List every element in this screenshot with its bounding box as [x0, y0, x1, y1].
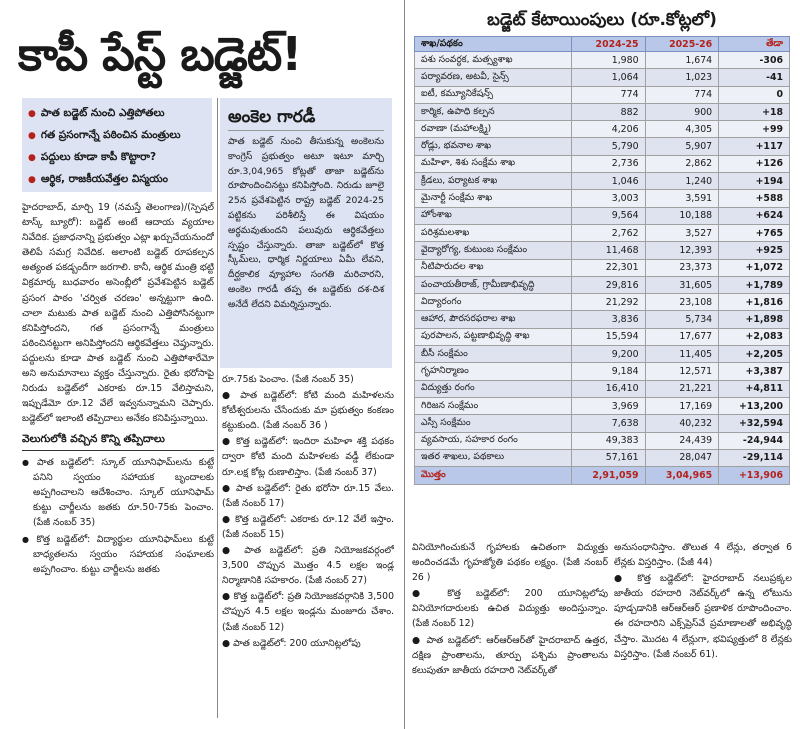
dept-cell: రోడ్లు, భవనాల శాఖ [415, 138, 572, 155]
value-2025-cell: 774 [645, 86, 719, 103]
header-cell: 2025-26 [645, 37, 719, 52]
value-2025-cell: 1,674 [645, 52, 719, 69]
summary-point: ● పాత బడ్జెట్ నుంచి ఎత్తిపోతలు [28, 103, 206, 125]
dept-cell: ఆహార, పౌరసరఫరాల శాఖ [415, 311, 572, 328]
paragraph: రూ.75కు పెంచాం. (పేజీ నంబర్ 35) [222, 374, 354, 385]
dept-cell: వ్యవసాయ, సహకార రంగం [415, 432, 572, 449]
value-2025-cell: 3,591 [645, 190, 719, 207]
dept-cell: పర్యావరణ, అటవీ, సైన్స్ [415, 69, 572, 86]
value-2025-cell: 1,023 [645, 69, 719, 86]
dept-cell: హోంశాఖ [415, 207, 572, 224]
dept-cell: విద్యుత్తు రంగం [415, 380, 572, 397]
dept-cell: గిరిజన సంక్షేమం [415, 397, 572, 414]
table-row [415, 276, 790, 293]
value-2024-cell: 22,301 [572, 259, 646, 276]
diff-cell: +2,083 [719, 328, 790, 345]
value-2025-cell: 12,393 [645, 242, 719, 259]
dept-cell: పశు సంవర్ధక, మత్స్యశాఖ [415, 52, 572, 69]
paragraph: ● పాత బడ్జెట్‌లో: రైతు భరోసా రూ.15 వేలు. (పేజీ నంబర్ 17) [222, 482, 394, 509]
dept-cell: గృహనిర్మాణం [415, 363, 572, 380]
dept-cell: బీసీ సంక్షేమం [415, 346, 572, 363]
diff-cell: +126 [719, 155, 790, 172]
dept-cell: క్రీడలు, పర్యాటక శాఖ [415, 173, 572, 190]
value-2025-cell: 28,047 [645, 449, 719, 466]
value-2025-cell: 17,169 [645, 397, 719, 414]
paragraph: ● పాత బడ్జెట్‌లో: ప్రతి నియోజకవర్గంలో 3,500 చొప్పున మొత్తం 4.5 లక్షల ఇండ్ల నిర్మాణానికి సహకారం. (పేజీ నంబర్ 27) [222, 545, 394, 587]
value-2025-cell: 5,734 [645, 311, 719, 328]
diff-cell: +13,200 [719, 397, 790, 414]
value-2025-cell: 12,571 [645, 363, 719, 380]
summary-point: ● ఆర్థిక, రాజకీయవేత్తల విస్మయం [28, 169, 206, 191]
value-2024-cell: 57,161 [572, 449, 646, 466]
value-2024-cell: 1,980 [572, 52, 646, 69]
table-row [415, 311, 790, 328]
dept-cell: మహిళా, శిశు సంక్షేమ శాఖ [415, 155, 572, 172]
value-2024-cell: 16,410 [572, 380, 646, 397]
table-row [415, 52, 790, 69]
value-2024-cell: 7,638 [572, 415, 646, 432]
diff-cell: +925 [719, 242, 790, 259]
diff-cell: +194 [719, 173, 790, 190]
table-row [415, 259, 790, 276]
table-row [415, 397, 790, 414]
value-2024-cell: 774 [572, 86, 646, 103]
dept-cell: పంచాయతీరాజ్, గ్రామీణాభివృద్ధి [415, 276, 572, 293]
table-row [415, 294, 790, 311]
diff-cell: -306 [719, 52, 790, 69]
summary-box [22, 98, 212, 192]
header-cell: 2024-25 [572, 37, 646, 52]
summary-point: ● పద్దులు కూడా కాపీ కొట్టారా? [28, 147, 206, 169]
value-2025-cell: 2,862 [645, 155, 719, 172]
value-2025-cell: 24,439 [645, 432, 719, 449]
mistakes-heading: వెలుగులోకి వచ్చిన కొన్ని తప్పిదాలు [22, 432, 214, 450]
diff-cell: +1,898 [719, 311, 790, 328]
value-2025-cell: 10,188 [645, 207, 719, 224]
value-2024-cell: 3,003 [572, 190, 646, 207]
total-2024: 2,91,059 [572, 467, 646, 485]
column-divider [404, 0, 405, 729]
value-2024-cell: 49,383 [572, 432, 646, 449]
value-2025-cell: 1,240 [645, 173, 719, 190]
dept-cell: వైద్యారోగ్య, కుటుంబ సంక్షేమం [415, 242, 572, 259]
paragraph: ● పాత బడ్జెట్‌లో: ఆర్ఆర్ఆర్‌తో హైదరాబాద్ ఉత్తర, దక్షిణ ప్రాంతాలను, తూర్పు పశ్చిమ ప్రాంతాలను కలుపుతూ జాతీయ రహదారి నెట్‌వర్క్‌తో [412, 634, 608, 676]
value-2025-cell: 31,605 [645, 276, 719, 293]
value-2025-cell: 21,221 [645, 380, 719, 397]
value-2024-cell: 9,564 [572, 207, 646, 224]
value-2025-cell: 3,527 [645, 224, 719, 241]
ankela-sidebar [220, 98, 392, 368]
table-row [415, 103, 790, 120]
value-2025-cell: 11,405 [645, 346, 719, 363]
value-2024-cell: 21,292 [572, 294, 646, 311]
table-title: బడ్జెట్ కేటాయింపులు (రూ.కోట్లలో) [487, 10, 717, 30]
value-2025-cell: 4,305 [645, 121, 719, 138]
paragraph: అనుసంధానిస్తాం. తొలుత 4 లేన్లు, తర్వాత 6 లేన్లకు విస్తరిస్తాం. (పేజీ 44) [614, 542, 792, 569]
table-row [415, 207, 790, 224]
value-2025-cell: 23,108 [645, 294, 719, 311]
table-row [415, 242, 790, 259]
lead-paragraph: హైదరాబాద్, మార్చి 19 (నమస్తే తెలంగాణ)/(స్పెషల్ టాస్క్ బ్యూరో): బడ్జెట్ అంటే ఆదాయ వ్యయాల నివేదిక. ప్రజాధనాన్ని ప్రభుత్వం ఎట్లా ఖర్చుచేయనుందో తెలిపే సమగ్ర నివేదిక. అలాంటి బడ్జెట్ రూపకల్పన అత్యంత పకడ్బందీగా జరగాలి. కానీ, ఆర్థిక మంత్రి భట్టి విక్రమార్క బుధవారం అసెంబ్లీలో ప్రవేశపెట్టిన బడ్జెట్ ప్రసంగ పాఠం 'చర్విత చరణం' అన్నట్టుగా ఉంది. చాలా మటుకు పాత బడ్జెట్ నుంచి ఎత్తిపోసినట్టుగా కనిపిస్తోందని, గత ప్రసంగాన్నే మంత్రులు పఠించినట్టుగా అనిపిస్తోందని ఆర్థికవేత్తలు చెప్తున్నారు. పద్దులను కూడా పాత బడ్జెట్ నుంచి ఎత్తిపోశారేమో అని అనుమానాలు వ్యక్తం చేస్తున్నారు. రైతు భరోసాపై నిరుడు బడ్జెట్‌లో ఎకరాకు రూ.15 వేలిస్తామని, ఇప్పుడేమో రూ.12 వేలే ఇవ్వనున్నామని చెప్పారు. బడ్జెట్‌లో ఇలాంటి తప్పిదాలు అనేకం కనిపిస్తున్నాయి. [22, 202, 214, 425]
paragraph: ● కొత్త బడ్జెట్‌లో: ఇందిరా మహిళా శక్తి పథకం ద్వారా కోటి మంది మహిళలకు వడ్డీ లేకుండా రూ.లక్ష కోట్ల రుణాలిస్తాం. (పేజీ నంబర్ 37) [222, 436, 394, 478]
total-label: మొత్తం [415, 467, 572, 485]
value-2024-cell: 1,064 [572, 69, 646, 86]
article-column-right-1 [412, 540, 608, 725]
ankela-body: పాత బడ్జెట్ నుంచి తీసుకున్న అంకెలను కాంగ్రెస్ ప్రభుత్వం అటూ ఇటూ మార్చి రూ.3,04,965 కోట్లతో తాజా బడ్జెట్‌ను రూపొందించినట్టు కనిపిస్తోంది. నిరుడు జూలై 25న ప్రవేశపెట్టిన రాష్ట్ర బడ్జెట్ 2024-25 పట్టికను పరిశీలిస్తే ఈ విషయం అర్థమవుతుందని పలువురు ఆర్థికవేత్తలు స్పష్టం చేస్తున్నారు. తాజా బడ్జెట్‌లో కొత్త స్కీమ్‌లు, ధార్మిక నిర్ణయాలు ఏమీ లేవని, దీర్ఘకాలిక వ్యూహాల సంగతి మరిచారని, అంకెల గారడీ తప్ప ఈ బడ్జెట్‌కు దశ-దిశ అనేదే లేదని విమర్శిస్తున్నారు. [228, 136, 384, 310]
diff-cell: +2,205 [719, 346, 790, 363]
table-row [415, 380, 790, 397]
value-2024-cell: 29,816 [572, 276, 646, 293]
value-2025-cell: 17,677 [645, 328, 719, 345]
diff-cell: -24,944 [719, 432, 790, 449]
paragraph: వినియోగించుకునే గృహాలకు ఉచితంగా విద్యుత్తు అందించడమే గృహజ్యోతి పథకం లక్ష్యం. (పేజీ నంబర్ 26 ) [412, 542, 608, 584]
bullet-item: ● పాత బడ్జెట్‌లో: స్కూల్ యూనిఫామ్‌లను కుట్టే పనిని స్వయం సహాయక బృందాలకు అప్పగించాలని ఆదేశించాం. స్కూల్ యూనిఫామ్ కుట్టు చార్జీలను జతకు రూ.50-75కు పెంచాం. (పేజీ నంబర్ 35) [22, 455, 214, 530]
value-2024-cell: 11,468 [572, 242, 646, 259]
value-2025-cell: 900 [645, 103, 719, 120]
table-row [415, 432, 790, 449]
table-row [415, 121, 790, 138]
table-row [415, 346, 790, 363]
diff-cell: +18 [719, 103, 790, 120]
value-2025-cell: 5,907 [645, 138, 719, 155]
value-2024-cell: 3,969 [572, 397, 646, 414]
diff-cell: +4,811 [719, 380, 790, 397]
diff-cell: +32,594 [719, 415, 790, 432]
value-2025-cell: 40,232 [645, 415, 719, 432]
value-2025-cell: 23,373 [645, 259, 719, 276]
dept-cell: ఐటీ, కమ్యూనికేషన్స్ [415, 86, 572, 103]
diff-cell: +1,072 [719, 259, 790, 276]
value-2024-cell: 2,762 [572, 224, 646, 241]
paragraph: ● కొత్త బడ్జెట్‌లో: ఎకరాకు రూ.12 వేలే ఇస్తాం. (పేజీ నంబర్ 15) [222, 513, 394, 540]
diff-cell: +588 [719, 190, 790, 207]
dept-cell: విద్యారంగం [415, 294, 572, 311]
diff-cell: -41 [719, 69, 790, 86]
diff-cell: +1,816 [719, 294, 790, 311]
dept-cell: మైనార్టీ సంక్షేమ శాఖ [415, 190, 572, 207]
table-row [415, 415, 790, 432]
total-diff: +13,906 [719, 467, 790, 485]
value-2024-cell: 5,790 [572, 138, 646, 155]
article-column-right-2 [614, 540, 792, 725]
table-row [415, 190, 790, 207]
diff-cell: +624 [719, 207, 790, 224]
table-row [415, 69, 790, 86]
article-column-left [22, 200, 214, 720]
table-header-row [415, 37, 790, 52]
table-row [415, 86, 790, 103]
dept-cell: ఎస్సీ సంక్షేమం [415, 415, 572, 432]
table-total-row [415, 467, 790, 485]
paragraph: ● పాత బడ్జెట్‌లో: కోటి మంది మహిళలను కోటీశ్వరులను చేసేందుకు మా ప్రభుత్వం కంకణం కట్టుకుంది. (పేజీ నంబర్ 36 ) [222, 390, 394, 432]
table-row [415, 363, 790, 380]
dept-cell: పురపాలన, పట్టణాభివృద్ధి శాఖ [415, 328, 572, 345]
diff-cell: +99 [719, 121, 790, 138]
header-cell: తేడా [719, 37, 790, 52]
headline: కాపీ పేస్ట్ బడ్జెట్! [18, 27, 302, 81]
diff-cell: +1,789 [719, 276, 790, 293]
header-cell: శాఖ/పథకం [415, 37, 572, 52]
column-divider [217, 98, 218, 718]
article-column-middle [222, 372, 394, 722]
summary-point: ● గత ప్రసంగాన్నే పఠించిన మంత్రులు [28, 125, 206, 147]
total-2025: 3,04,965 [645, 467, 719, 485]
dept-cell: పరిశ్రమలశాఖ [415, 224, 572, 241]
value-2024-cell: 1,046 [572, 173, 646, 190]
table-row [415, 173, 790, 190]
table-row [415, 224, 790, 241]
value-2024-cell: 3,836 [572, 311, 646, 328]
value-2024-cell: 882 [572, 103, 646, 120]
paragraph: ● కొత్త బడ్జెట్‌లో: హైదరాబాద్ నలుప్రక్కల జాతీయ రహదారి నెట్‌వర్క్‌లో ఉన్న లోటును పూడ్చడానికి ఆర్ఆర్ఆర్ ప్రణాళిక రూపొందించాం. ఈ రహదారిని ఎక్స్‌ప్రెస్‌వే ప్రమాణాలతో అభివృద్ధి చేస్తాం. మొదట 4 లేన్లుగా, భవిష్యత్తులో 8 లేన్లకు విస్తరిస్తాం. (పేజీ నంబర్ 61). [614, 573, 792, 660]
table-row [415, 328, 790, 345]
table-row [415, 138, 790, 155]
ankela-title: అంకెల గారడీ [228, 104, 384, 131]
diff-cell: +3,387 [719, 363, 790, 380]
diff-cell: -29,114 [719, 449, 790, 466]
value-2024-cell: 9,184 [572, 363, 646, 380]
dept-cell: నీటిపారుదల శాఖ [415, 259, 572, 276]
paragraph: ● కొత్త బడ్జెట్‌లో: ప్రతి నియోజకవర్గానికి 3,500 చొప్పున 4.5 లక్షల ఇండ్లను మంజూరు చేశాం. (పేజీ నంబర్ 12) [222, 591, 394, 633]
diff-cell: 0 [719, 86, 790, 103]
diff-cell: +117 [719, 138, 790, 155]
diff-cell: +765 [719, 224, 790, 241]
value-2024-cell: 9,200 [572, 346, 646, 363]
dept-cell: కార్మిక, ఉపాధి కల్పన [415, 103, 572, 120]
value-2024-cell: 4,206 [572, 121, 646, 138]
table-row [415, 449, 790, 466]
dept-cell: ఇతర శాఖలు, పథకాలు [415, 449, 572, 466]
value-2024-cell: 2,736 [572, 155, 646, 172]
dept-cell: రవాణా (మహాలక్ష్మి) [415, 121, 572, 138]
budget-table [414, 36, 790, 485]
value-2024-cell: 15,594 [572, 328, 646, 345]
table-row [415, 155, 790, 172]
paragraph: ● పాత బడ్జెట్‌లో: 200 యూనిట్లలోపు [222, 637, 361, 649]
paragraph: ● కొత్త బడ్జెట్‌లో: 200 యూనిట్లలోపు వినియోగదారులకు ఉచిత విద్యుత్తు అందిస్తున్నాం. (పేజీ నంబర్ 12) [412, 588, 608, 630]
bullet-item: ● కొత్త బడ్జెట్‌లో: విద్యార్థుల యూనిఫామ్‌లు కుట్టే బాధ్యతలను స్వయం సహాయక సంఘాలకు అప్పగించాం. కుట్టు చార్జీలను జతకు [22, 532, 214, 577]
